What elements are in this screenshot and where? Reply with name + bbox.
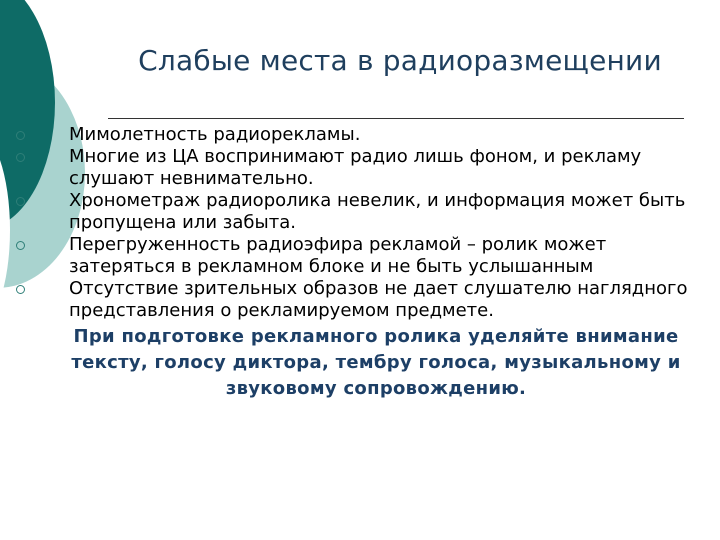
bullet-circle-icon <box>16 197 25 206</box>
bullet-circle-icon <box>16 241 25 250</box>
bullet-text: Перегруженность радиоэфира рекламой – ролик может затеряться в рекламном блоке и не быть услышанным <box>69 234 607 277</box>
bullet-text: Многие из ЦА воспринимают радио лишь фоном, и рекламу слушают невнимательно. <box>69 146 642 189</box>
bullet-list <box>16 124 706 322</box>
slide-title: Слабые места в радиоразмещении <box>138 44 662 77</box>
slide-body <box>16 124 706 402</box>
title-divider <box>108 118 684 119</box>
bullet-item <box>16 124 706 146</box>
bullet-text: Мимолетность радиорекламы. <box>69 124 361 145</box>
bullet-item <box>16 234 706 278</box>
bullet-circle-icon <box>16 285 25 294</box>
bullet-circle-icon <box>16 131 25 140</box>
conclusion-text: При подготовке рекламного ролика уделяйте внимание тексту, голосу диктора, тембру голоса, музыкальному и звуковому сопровождению. <box>71 326 681 399</box>
bullet-item <box>16 146 706 190</box>
bullet-text: Хронометраж радиоролика невелик, и информация может быть пропущена или забыта. <box>69 190 686 233</box>
bullet-item <box>16 278 706 322</box>
bullet-circle-icon <box>16 153 25 162</box>
bullet-item <box>16 190 706 234</box>
bullet-text: Отсутствие зрительных образов не дает слушателю наглядного представления о рекламируемом предмете. <box>69 278 688 321</box>
